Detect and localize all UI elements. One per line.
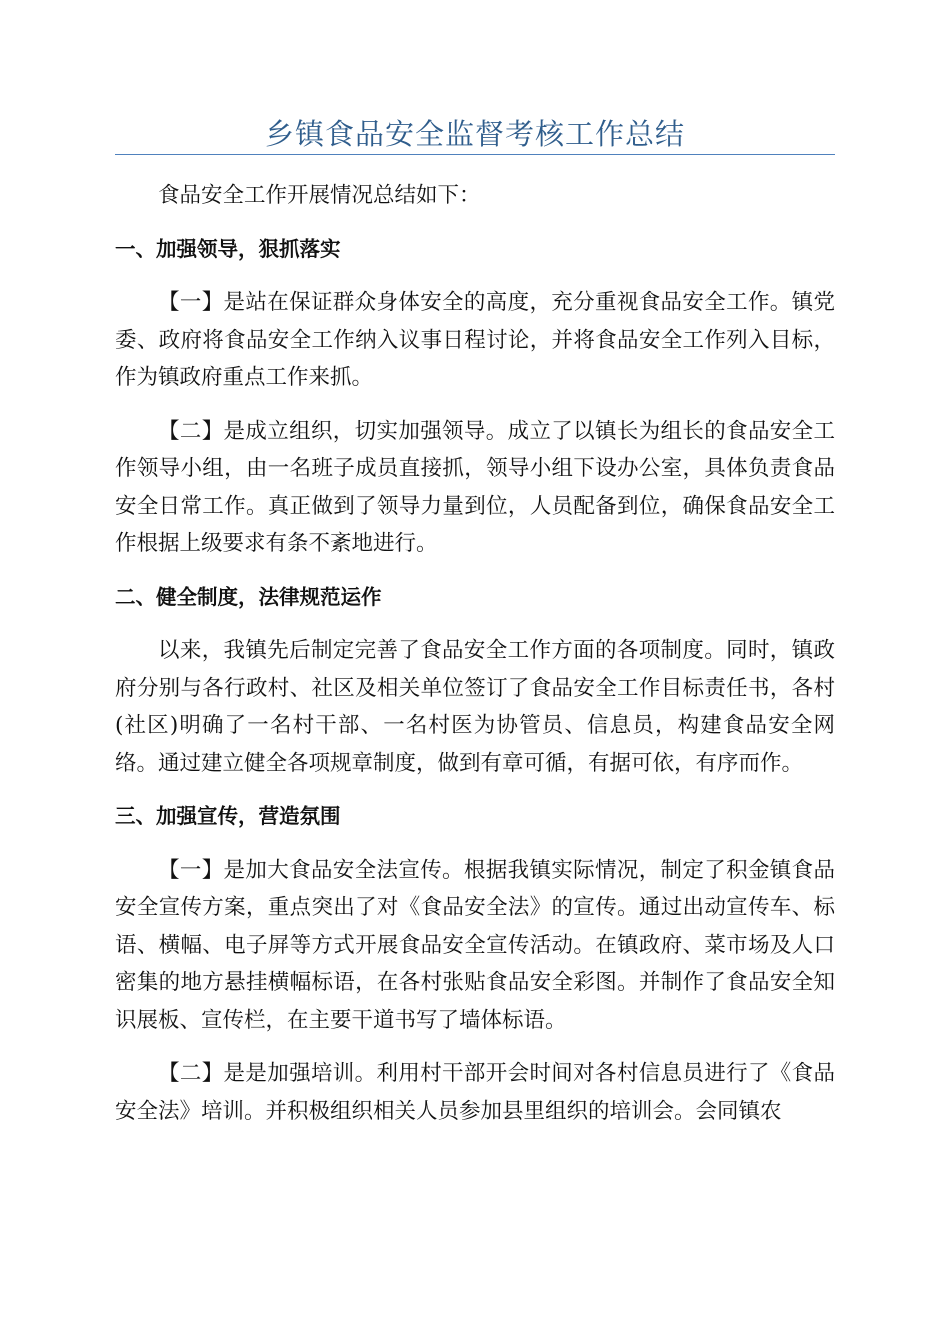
section-1-paragraph-2: 【二】是成立组织，切实加强领导。成立了以镇长为组长的食品安全工作领导小组，由一名班子成员直接抓，领导小组下设办公室，具体负责食品安全日常工作。真正做到了领导力量到位，人员配备到位，确保食品安全工作根据上级要求有条不紊地进行。 — [115, 418, 835, 556]
section-2-heading: 二、健全制度，法律规范运作 — [115, 584, 382, 609]
document-title: 乡镇食品安全监督考核工作总结 — [264, 117, 685, 151]
section-3-paragraph-2: 【二】是是加强培训。利用村干部开会时间对各村信息员进行了《食品安全法》培训。并积极组织相关人员参加县里组织的培训会。会同镇农 — [115, 1061, 835, 1124]
section-3-heading: 三、加强宣传，营造氛围 — [115, 804, 341, 828]
section-1-paragraph-1: 【一】是站在保证群众身体安全的高度，充分重视食品安全工作。镇党委、政府将食品安全工作纳入议事日程讨论，并将食品安全工作列入目标，作为镇政府重点工作来抓。 — [115, 290, 835, 390]
section-1-heading: 一、加强领导，狠抓落实 — [115, 236, 341, 261]
title-underline — [115, 154, 835, 155]
section-3-paragraph-1: 【一】是加大食品安全法宣传。根据我镇实际情况，制定了积金镇食品安全宣传方案，重点突出了对《食品安全法》的宣传。通过出动宣传车、标语、横幅、电子屏等方式开展食品安全宣传活动。在镇政府、菜市场及人口密集的地方悬挂横幅标语，在各村张贴食品安全彩图。并制作了食品安全知识展板、宣传栏，在主要干道书写了墙体标语。 — [115, 857, 835, 1033]
intro-paragraph: 食品安全工作开展情况总结如下： — [158, 183, 481, 208]
document-page — [115, 0, 835, 1130]
section-2-paragraph-1: 以来，我镇先后制定完善了食品安全工作方面的各项制度。同时，镇政府分别与各行政村、社区及相关单位签订了食品安全工作目标责任书，各村(社区)明确了一名村干部、一名村医为协管员、信息员，构建食品安全网络。通过建立健全各项规章制度，做到有章可循，有据可依，有序而作。 — [115, 638, 835, 776]
